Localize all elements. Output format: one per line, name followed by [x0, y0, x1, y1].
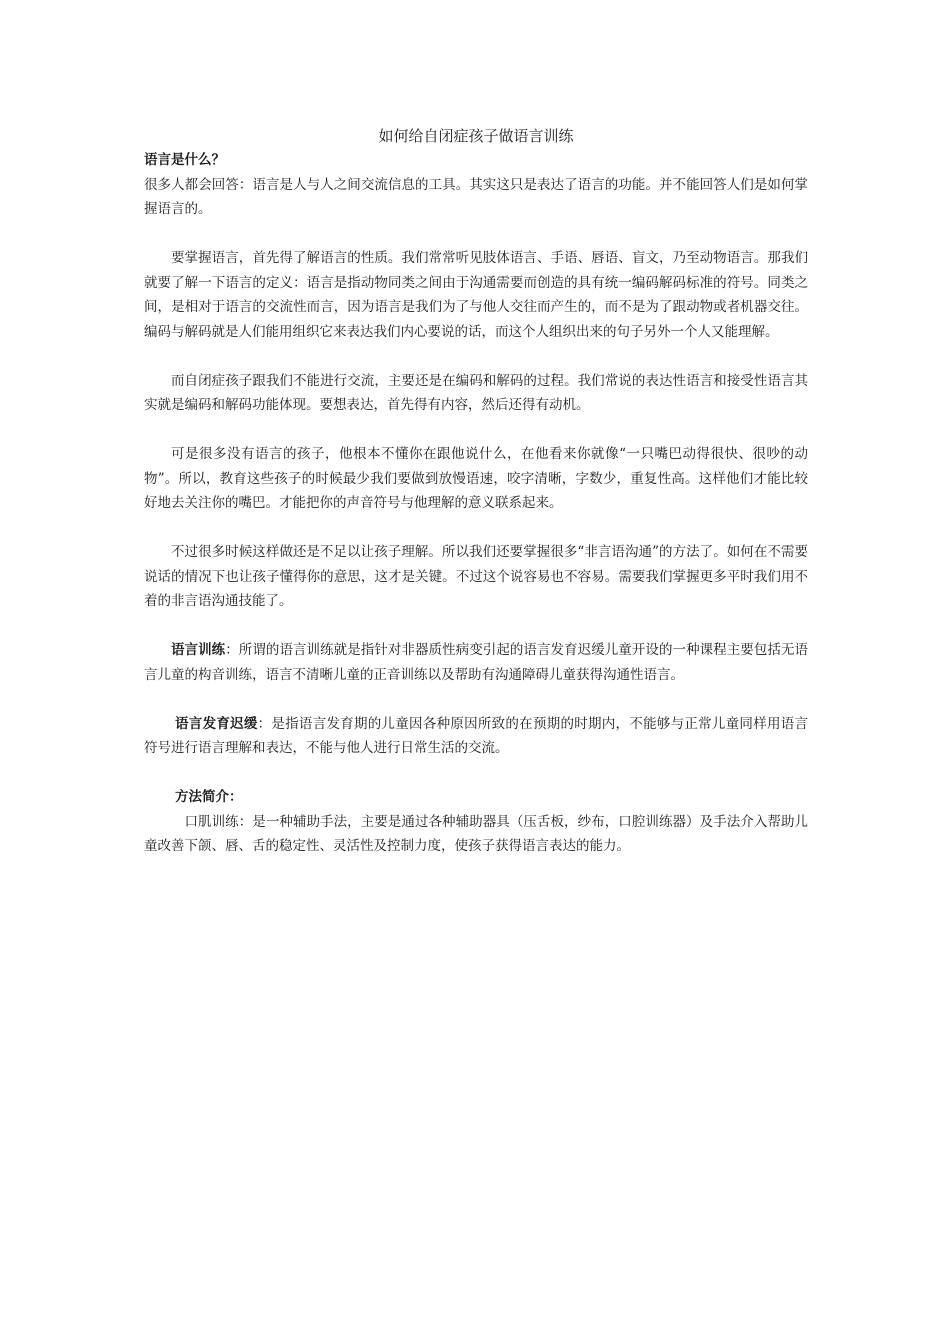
- document-title: 如何给自闭症孩子做语言训练: [378, 127, 574, 145]
- paragraph-3: 而自闭症孩子跟我们不能进行交流，主要还是在编码和解码的过程。我们常说的表达性语言和接受性语言其实就是编码和解码功能体现。要想表达，首先得有内容，然后还得有动机。: [144, 372, 808, 413]
- definition-language-delay: [144, 712, 808, 761]
- paragraph-5: 不过很多时候这样做还是不足以让孩子理解。所以我们还要掌握很多“非言语沟通”的方法了。如何在不需要说话的情况下也让孩子懂得你的意思，这才是关键。不过这个说容易也不容易。需要我们掌握更多平时我们用不着的非言语沟通技能了。: [144, 544, 808, 609]
- term-separator: ：: [257, 715, 272, 732]
- definition-language-training: [144, 638, 808, 687]
- section-heading-methods: 方法简介：: [175, 789, 243, 805]
- term-language-training: 语言训练: [171, 642, 226, 658]
- paragraph-1: 很多人都会回答：语言是人与人之间交流信息的工具。其实这只是表达了语言的功能。并不能回答人们是如何掌握语言的。: [144, 176, 808, 217]
- method-paragraph: 口肌训练：是一种辅助手法，主要是通过各种辅助器具（压舌板，纱布，口腔训练器）及手法介入帮助儿童改善下颌、唇、舌的稳定性、灵活性及控制力度，使孩子获得语言表达的能力。: [144, 813, 808, 854]
- definition-text: 所谓的语言训练就是指针对非器质性病变引起的语言发育迟缓儿童开设的一种课程主要包括无语言儿童的构音训练，语言不清晰儿童的正音训练以及帮助有沟通障碍儿童获得沟通性语言。: [144, 642, 809, 683]
- paragraph-2: 要掌握语言，首先得了解语言的性质。我们常常听见肢体语言、手语、唇语、盲文，乃至动物语言。那我们就要了解一下语言的定义：语言是指动物同类之间由于沟通需要而创造的具有统一编码解码标准的符号。同类之间，是相对于语言的交流性而言，因为语言是我们为了与他人交往而产生的，而不是为了跟动物或者机器交往。编码与解码就是人们能用组织它来表达我们内心要说的话，而这个人组织出来的句子另外一个人又能理解。: [144, 250, 808, 340]
- term-separator: ：: [225, 642, 239, 658]
- term-language-delay: 语言发育迟缓: [175, 715, 258, 732]
- section-heading-what-is-language: 语言是什么？: [144, 152, 225, 168]
- definition-text: 是指语言发育期的儿童因各种原因所致的在预期的时期内，不能够与正常儿童同样用语言符号进行语言理解和表达，不能与他人进行日常生活的交流。: [144, 715, 808, 756]
- paragraph-4: 可是很多没有语言的孩子，他根本不懂你在跟他说什么，在他看来你就像“一只嘴巴动得很快、很吵的动物”。所以，教育这些孩子的时候最少我们要做到放慢语速，咬字清晰，字数少，重复性高。这样他们才能比较好地去关注你的嘴巴。才能把你的声音符号与他理解的意义联系起来。: [144, 446, 808, 511]
- document-body: [144, 124, 808, 859]
